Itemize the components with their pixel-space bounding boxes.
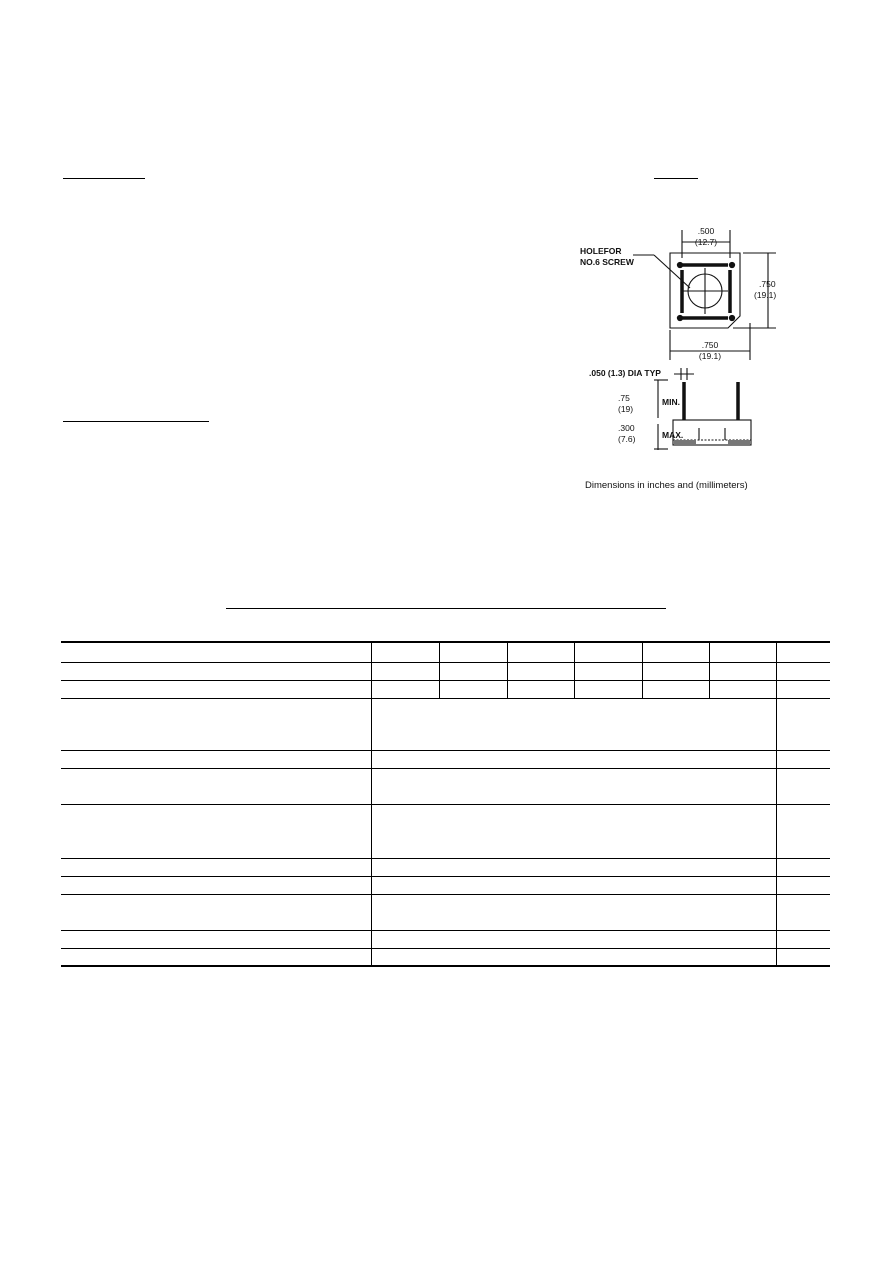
table-cell [709,680,776,698]
dim-bottom-mm: (19.1) [698,351,722,361]
table-cell [776,680,830,698]
table-cell [371,858,776,876]
table-cell [371,680,439,698]
table-cell [61,876,371,894]
heading-rule-right [654,178,698,179]
table-cell [61,804,371,858]
table-cell [371,642,439,662]
hole-label-1: HOLEFOR [580,246,622,256]
table-row [61,680,830,698]
table-row [61,698,830,750]
table-title-rule [226,608,666,609]
table-cell [776,698,830,750]
table-cell [371,768,776,804]
table-cell [776,948,830,966]
lead-len-mm: (19) [618,404,634,414]
table-cell [642,662,709,680]
dim-right-in: .750 [759,279,776,289]
table-row [61,930,830,948]
body-h-mm: (7.6) [618,434,636,444]
drawing-caption: Dimensions in inches and (millimeters) [585,480,748,491]
table-cell [439,662,507,680]
table-cell [776,662,830,680]
table-cell [371,804,776,858]
hole-label-2: NO.6 SCREW [580,257,634,267]
table-cell [439,680,507,698]
table-cell [776,894,830,930]
table-cell [709,642,776,662]
table-cell [439,642,507,662]
dim-right-mm: (19.1) [754,290,777,300]
table-cell [776,804,830,858]
table-row [61,894,830,930]
table-cell [61,768,371,804]
table-row [61,876,830,894]
table-cell [776,858,830,876]
table-cell [371,750,776,768]
table-row [61,662,830,680]
table-cell [371,894,776,930]
table-cell [507,680,574,698]
table-cell [574,680,642,698]
table-cell [776,642,830,662]
table-cell [61,750,371,768]
table-cell [642,680,709,698]
table-row [61,858,830,876]
table-cell [709,662,776,680]
table-cell [776,930,830,948]
dim-top-mm: (12.7) [694,237,718,247]
body-h-in: .300 [618,423,635,433]
section-heading-rule [63,421,209,422]
table-cell [642,642,709,662]
table-cell [776,768,830,804]
body-h-qual: MAX. [662,430,684,440]
heading-rule-left [63,178,145,179]
table-cell [61,662,371,680]
table-cell [61,698,371,750]
table-row [61,804,830,858]
table-row [61,768,830,804]
table-cell [507,662,574,680]
lead-len-in: .75 [618,393,630,403]
table-cell [61,930,371,948]
table-cell [371,948,776,966]
table-cell [61,680,371,698]
dim-bottom-in: .750 [701,340,719,350]
table-cell [61,894,371,930]
table-cell [507,642,574,662]
table-cell [371,662,439,680]
table-cell [371,930,776,948]
table-cell [776,876,830,894]
table-cell [61,858,371,876]
table-cell [574,642,642,662]
lead-len-qual: MIN. [662,397,680,407]
dim-top-in: .500 [697,226,715,236]
pin-dia-label: .050 (1.3) DIA TYP [589,368,661,378]
ratings-table [61,641,830,967]
table-row [61,948,830,966]
table-cell [574,662,642,680]
table-cell [61,642,371,662]
table-cell [371,698,776,750]
package-outline-drawing [578,218,790,500]
table-cell [371,876,776,894]
table-cell [776,750,830,768]
table-cell [61,948,371,966]
table-row [61,750,830,768]
table-row [61,642,830,662]
